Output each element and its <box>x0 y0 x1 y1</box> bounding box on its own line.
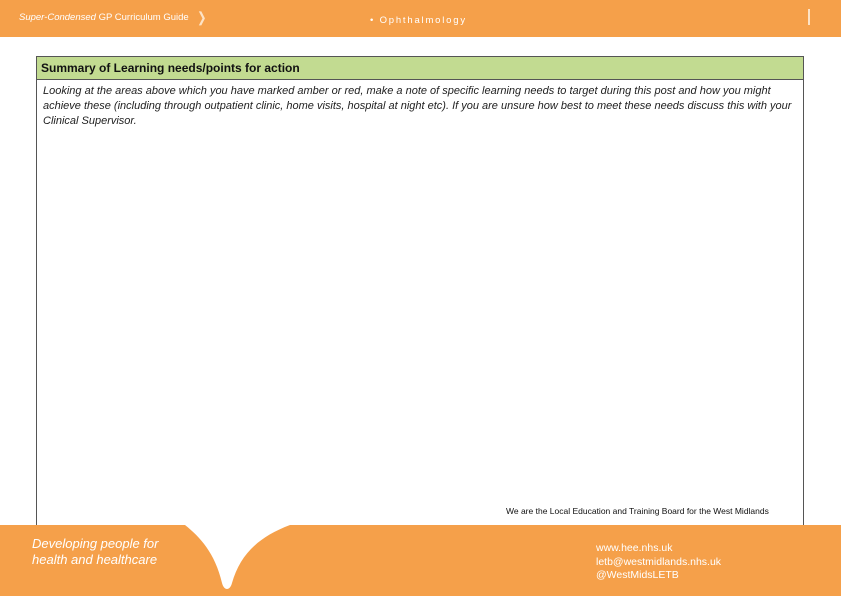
guide-title-italic: Super-Condensed <box>19 12 96 23</box>
chevron-right-icon: ❯ <box>197 9 207 25</box>
learning-needs-box <box>36 56 804 526</box>
footer-contacts <box>596 542 721 583</box>
email-link[interactable]: letb@westmidlands.nhs.uk <box>596 555 722 568</box>
section-title: • Ophthalmology <box>370 15 467 26</box>
website-link[interactable]: www.hee.nhs.uk <box>596 542 673 554</box>
guide-title-rest: GP Curriculum Guide <box>95 12 189 23</box>
guide-title <box>19 12 189 24</box>
learning-needs-instructions[interactable]: Looking at the areas above which you have marked amber or red, make a note of specific learning needs to target during this post and how you might achieve these (including through outpatient clinic, home visits, hospital at night etc). If you are unsure how best to meet these needs discuss this with your Clinical Supervisor. <box>43 85 792 127</box>
learning-needs-heading: Summary of Learning needs/points for action <box>37 57 803 80</box>
letb-statement: We are the Local Education and Training Board for the West Midlands <box>506 506 769 516</box>
footer-slogan: Developing people for health and healthcare <box>32 536 159 567</box>
page-footer <box>0 525 841 596</box>
page-header <box>0 0 841 37</box>
twitter-link[interactable]: @WestMidsLETB <box>596 569 679 581</box>
divider-bar <box>808 9 810 25</box>
